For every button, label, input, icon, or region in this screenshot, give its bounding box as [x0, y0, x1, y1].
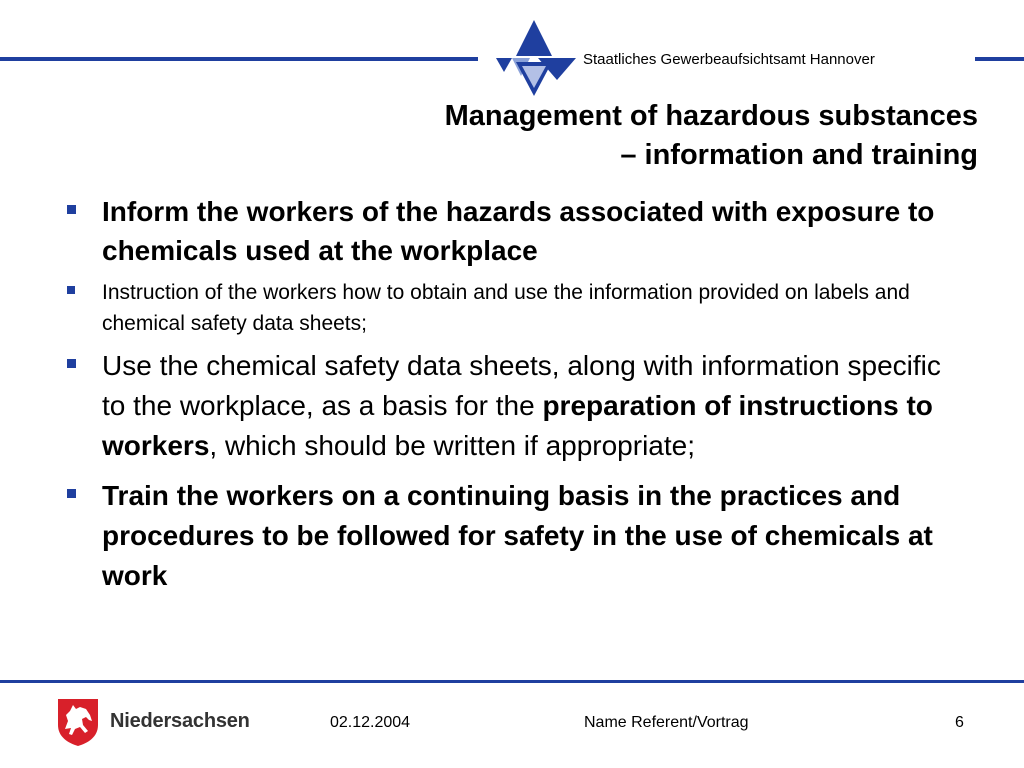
bullet-text-after: , which should be written if appropriate;	[209, 430, 696, 461]
triangles-logo-icon	[492, 18, 576, 98]
square-bullet-icon	[67, 359, 76, 368]
footer-rule	[0, 680, 1024, 683]
square-bullet-icon	[67, 489, 76, 498]
bullet-item	[62, 192, 962, 270]
header-rule-left	[0, 57, 478, 61]
footer-brand: Niedersachsen	[110, 710, 250, 732]
bullet-text-before: Use the chemical safety data sheets, along with information specific to the workplace, as a basis for the	[102, 350, 941, 421]
footer-date: 02.12.2004	[330, 714, 411, 731]
bullet-text: Train the workers on a continuing basis in the practices and procedures to be followed for safety in the use of chemicals at work	[102, 480, 933, 591]
square-bullet-icon	[67, 286, 75, 294]
slide-title	[445, 97, 978, 175]
bullet-text-emphasis: preparation of instructions to workers	[102, 390, 933, 461]
organization-name: Staatliches Gewerbeaufsichtsamt Hannover	[580, 51, 975, 69]
page-number: 6	[955, 714, 964, 731]
slide-title-line-2: – information and training	[620, 139, 978, 171]
bullet-text: Inform the workers of the hazards associated with exposure to chemicals used at the workplace	[102, 196, 935, 266]
bullet-list	[62, 192, 962, 596]
square-bullet-icon	[67, 205, 76, 214]
bullet-item	[62, 277, 962, 339]
header-rule-right	[974, 57, 1024, 61]
bullet-text: Instruction of the workers how to obtain and use the information provided on labels and chemical safety data sheets;	[102, 281, 910, 335]
niedersachsen-horse-crest-icon	[56, 697, 100, 747]
bullet-item	[62, 346, 962, 466]
slide-title-line-1: Management of hazardous substances	[444, 100, 978, 132]
bullet-item	[62, 476, 962, 596]
footer-presenter: Name Referent/Vortrag	[584, 714, 749, 731]
